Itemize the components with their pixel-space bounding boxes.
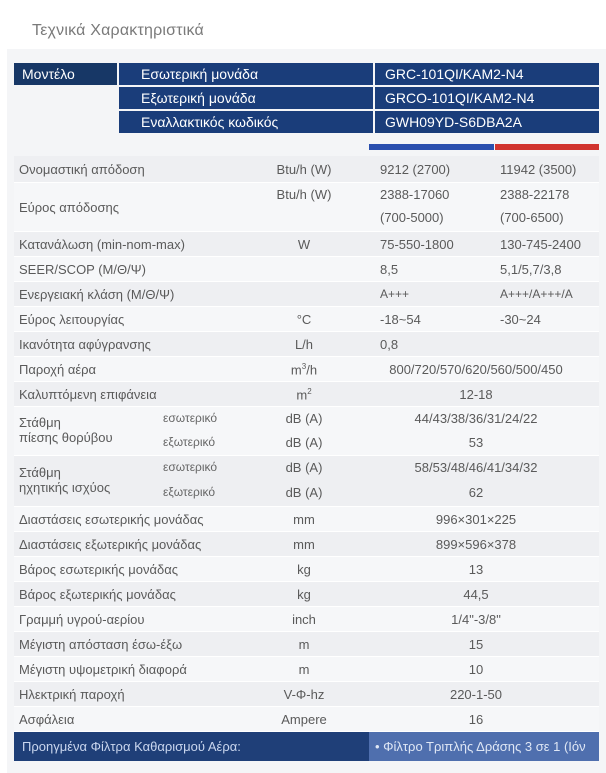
outdoor-weight-label: Βάρος εξωτερικής μονάδας	[19, 587, 176, 602]
sound-pressure-label-2: πίεσης θορύβου	[19, 430, 113, 445]
airflow-label: Παροχή αέρα	[19, 362, 97, 377]
outdoor-weight-unit: kg	[297, 587, 311, 602]
header-alt-name: Εναλλακτικός κωδικός	[119, 111, 373, 133]
indoor-dimensions-unit: mm	[293, 512, 315, 527]
sound-pressure-indoor-value: 44/43/38/36/31/24/22	[414, 411, 538, 426]
seer-label: SEER/SCOP (Μ/Θ/Ψ)	[19, 262, 146, 277]
sound-power-outdoor-unit: dB (A)	[285, 485, 323, 500]
filters-label: Προηγμένα Φίλτρα Καθαρισμού Αέρα:	[22, 739, 241, 754]
header-indoor-code: GRC-101QI/KAM2-N4	[375, 63, 599, 85]
header-indoor-name: Εσωτερική μονάδα	[119, 63, 373, 85]
rated-capacity-label: Ονομαστική απόδοση	[19, 162, 145, 177]
row-capacity-range	[14, 183, 599, 232]
operating-range-v1: -18~54	[380, 312, 421, 327]
row-energy-class	[14, 282, 599, 307]
power-supply-unit: V-Φ-hz	[283, 687, 325, 702]
row-sound-power	[14, 456, 599, 507]
fuse-value: 16	[468, 712, 484, 727]
capacity-range-v1b: (700-5000)	[380, 210, 444, 225]
rated-capacity-unit: Btu/h (W)	[276, 162, 332, 177]
outdoor-dimensions-label: Διαστάσεις εξωτερικής μονάδας	[19, 537, 202, 552]
row-seer	[14, 257, 599, 282]
row-coverage	[14, 382, 599, 407]
indoor-dimensions-label: Διαστάσεις εσωτερικής μονάδας	[19, 512, 204, 527]
row-pipe	[14, 607, 599, 632]
pipe-label: Γραμμή υγρού-αερίου	[19, 612, 145, 627]
sound-pressure-label-1: Στάθμη	[19, 415, 61, 430]
row-airflow	[14, 357, 599, 382]
pipe-unit: inch	[292, 612, 316, 627]
row-consumption	[14, 232, 599, 257]
rated-capacity-v2: 11942 (3500)	[500, 162, 577, 177]
sound-power-indoor-sub: εσωτερικό	[163, 460, 218, 474]
dehumidification-v1: 0,8	[380, 337, 399, 352]
dehumidification-label: Ικανότητα αφύγρανσης	[19, 337, 151, 352]
airflow-value: 800/720/570/620/560/500/450	[389, 362, 563, 377]
sound-power-outdoor-sub: εξωτερικό	[163, 485, 216, 499]
fuse-label: Ασφάλεια	[19, 712, 75, 727]
row-power-supply	[14, 682, 599, 707]
header-alt-code: GWH09YD-S6DBA2A	[375, 111, 599, 133]
max-height-unit: m	[298, 662, 310, 677]
max-height-label: Μέγιστη υψομετρική διαφορά	[19, 662, 187, 677]
filters-footer	[14, 732, 599, 761]
seer-v2: 5,1/5,7/3,8	[500, 262, 562, 277]
row-operating-range	[14, 307, 599, 332]
sound-power-label-2: ηχητικής ισχύος	[19, 480, 111, 495]
capacity-range-v2b: (700-6500)	[500, 210, 564, 225]
energy-class-label: Ενεργειακή κλάση (Μ/Θ/Ψ)	[19, 287, 175, 302]
capacity-range-unit: Btu/h (W)	[276, 187, 332, 202]
coverage-label: Καλυπτόμενη επιφάνεια	[19, 387, 157, 402]
consumption-v2: 130-745-2400	[500, 237, 581, 252]
capacity-range-v1a: 2388-17060	[380, 187, 450, 202]
pipe-value: 1/4"-3/8"	[451, 612, 501, 627]
model-label: Μοντέλο	[14, 63, 117, 85]
indoor-dimensions-value: 996×301×225	[435, 512, 517, 527]
indoor-weight-label: Βάρος εσωτερικής μονάδας	[19, 562, 179, 577]
sound-pressure-indoor-unit: dB (A)	[285, 411, 323, 426]
energy-class-v1: A+++	[380, 287, 410, 301]
row-indoor-dimensions	[14, 507, 599, 532]
sound-pressure-outdoor-unit: dB (A)	[285, 435, 323, 450]
fuse-unit: Ampere	[281, 712, 327, 727]
airflow-unit: $m^3/h$	[290, 362, 318, 378]
row-fuse	[14, 707, 599, 732]
sound-power-outdoor-value: 62	[468, 485, 484, 500]
consumption-v1: 75-550-1800	[380, 237, 454, 252]
header-row-indoor	[14, 63, 599, 85]
max-distance-value: 15	[468, 637, 484, 652]
row-outdoor-weight	[14, 582, 599, 607]
header-row-alt	[14, 111, 599, 133]
max-distance-unit: m	[298, 637, 310, 652]
outdoor-weight-value: 44,5	[463, 587, 489, 602]
row-outdoor-dimensions	[14, 532, 599, 557]
filters-value: • Φίλτρο Τριπλής Δράσης 3 σε 1 (Ιόν	[369, 732, 599, 761]
row-dehumidification	[14, 332, 599, 357]
row-sound-pressure	[14, 407, 599, 456]
max-distance-label: Μέγιστη απόσταση έσω-έξω	[19, 637, 183, 652]
outdoor-dimensions-value: 899×596×378	[435, 537, 517, 552]
row-max-distance	[14, 632, 599, 657]
spec-table	[14, 156, 599, 732]
power-supply-label: Ηλεκτρική παροχή	[19, 687, 125, 702]
max-height-value: 10	[468, 662, 484, 677]
capacity-range-v2a: 2388-22178	[500, 187, 570, 202]
coverage-unit: $m^2$	[296, 387, 312, 403]
dehumidification-unit: L/h	[294, 337, 314, 352]
coverage-value: 12-18	[459, 387, 493, 402]
sound-pressure-outdoor-value: 53	[468, 435, 484, 450]
power-supply-value: 220-1-50	[449, 687, 503, 702]
indoor-weight-value: 13	[468, 562, 484, 577]
energy-class-v2: A+++/A+++/A	[500, 287, 573, 301]
consumption-label: Κατανάλωση (min-nom-max)	[19, 237, 185, 252]
operating-range-v2: -30~24	[500, 312, 541, 327]
seer-v1: 8,5	[380, 262, 399, 277]
header-outdoor-code: GRCO-101QI/KAM2-N4	[375, 87, 599, 109]
row-max-height	[14, 657, 599, 682]
outdoor-dimensions-unit: mm	[293, 537, 315, 552]
sound-pressure-outdoor-sub: εξωτερικό	[163, 435, 216, 449]
sound-pressure-indoor-sub: εσωτερικό	[163, 411, 218, 425]
sound-power-indoor-unit: dB (A)	[285, 460, 323, 475]
row-rated-capacity	[14, 156, 599, 183]
page-title: Τεχνικά Χαρακτηριστικά	[32, 22, 204, 39]
sound-power-indoor-value: 58/53/48/46/41/34/32	[414, 460, 538, 475]
indoor-weight-unit: kg	[297, 562, 311, 577]
operating-range-label: Εύρος λειτουργίας	[19, 312, 125, 327]
header-row-outdoor	[14, 87, 599, 109]
operating-range-unit: °C	[296, 312, 312, 327]
header-outdoor-name: Εξωτερική μονάδα	[119, 87, 373, 109]
sound-power-label-1: Στάθμη	[19, 465, 61, 480]
consumption-unit: W	[297, 237, 311, 252]
rated-capacity-v1: 9212 (2700)	[380, 162, 451, 177]
flag-blue	[369, 144, 494, 150]
flag-red	[495, 144, 599, 150]
capacity-range-label: Εύρος απόδοσης	[19, 200, 119, 215]
row-indoor-weight	[14, 557, 599, 582]
